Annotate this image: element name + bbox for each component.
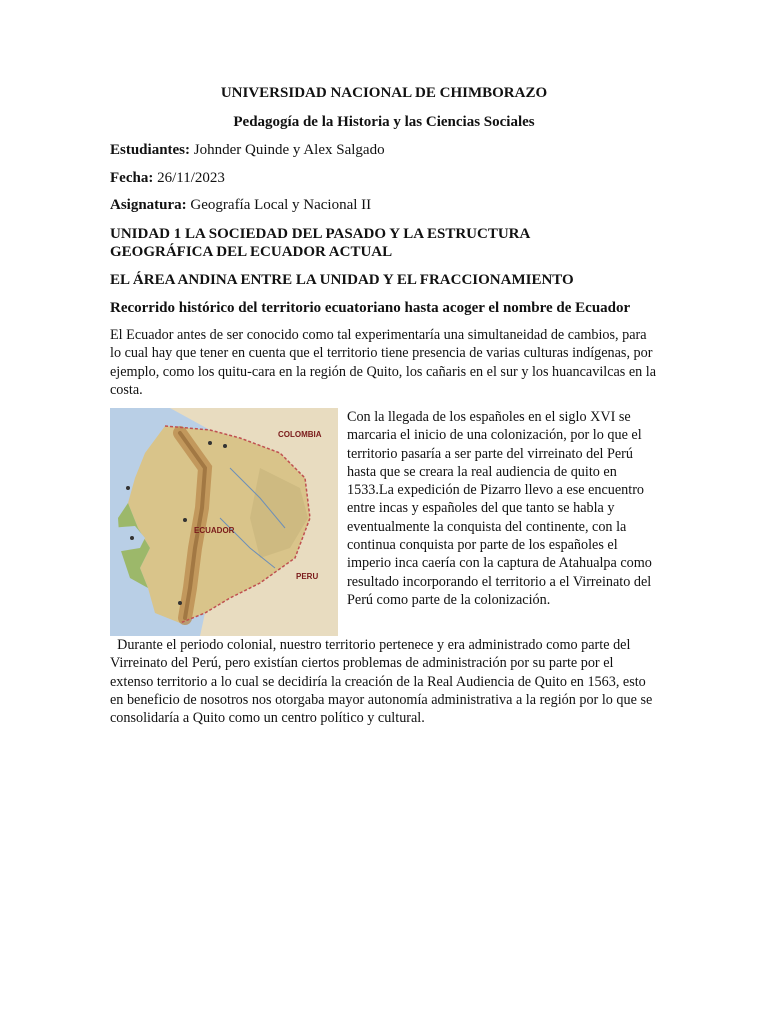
map-label-peru: PERU [296,572,319,581]
paragraph-intro: El Ecuador antes de ser conocido como tal experimentaría una simultaneidad de cambios, para lo cual hay que tener en cuenta que el territorio tiene presencia de varias culturas indígenas, por ejemplo, como los quitu-cara en la región de Quito, los cañaris en el sur y los huancavilcas en la costa. [110,327,657,398]
subject-line [110,197,371,214]
students-value: Johnder Quinde y Alex Salgado [190,142,385,158]
paragraph-colonial-period: Durante el periodo colonial, nuestro territorio pertenece y era administrado como parte del Virreinato del Perú, pero existían ciertos problemas de administración por su parte por el extenso territorio a lo cual se decidiría la creación de la Real Audiencia de Quito en 1563, esto en beneficio de nosotros nos otorgaba mayor autonomía administrativa a la región por lo que se consolidaría a Quito como un centro político y cultural. [110,637,656,727]
section-heading: EL ÁREA ANDINA ENTRE LA UNIDAD Y EL FRACCIONAMIENTO [110,272,574,288]
ecuador-map-image [110,408,338,636]
university-title: UNIVERSIDAD NACIONAL DE CHIMBORAZO [220,85,548,101]
unit-heading-line1: UNIDAD 1 LA SOCIEDAD DEL PASADO Y LA ESTRUCTURA [110,226,531,242]
subsection-heading: Recorrido histórico del territorio ecuatoriano hasta acoger el nombre de Ecuador [110,300,631,316]
date-line [110,170,225,187]
subject-label: Asignatura: [110,197,187,213]
students-line [110,142,385,159]
subject-value: Geografía Local y Nacional II [186,197,372,213]
program-title: Pedagogía de la Historia y las Ciencias Sociales [233,114,535,130]
students-label: Estudiantes: [110,142,191,158]
date-value: 26/11/2023 [153,170,225,186]
paragraph-colonization: Con la llegada de los españoles en el siglo XVI se marcaria el inicio de una colonización, por lo que el territorio pasaría a ser parte del virreinato del Perú hasta que se creara la real audiencia de quito en 1533.La expedición de Pizarro llevo a ese encuentro entre incas y españoles del que tanto se habla y eventualmente la conquista del continente, con la continua conquista por parte de los españoles el imperio inca caería con la captura de Atahualpa como resultado incorporando el territorio a el Virreinato del Perú como parte de la colonización. [347,409,652,608]
ecuador-map-graphic [110,408,338,636]
unit-heading [110,225,655,261]
unit-heading-line2: GEOGRÁFICA DEL ECUADOR ACTUAL [110,244,393,260]
date-label: Fecha: [110,170,154,186]
map-label-colombia: COLOMBIA [278,430,322,439]
map-label-ecuador: ECUADOR [194,526,235,535]
